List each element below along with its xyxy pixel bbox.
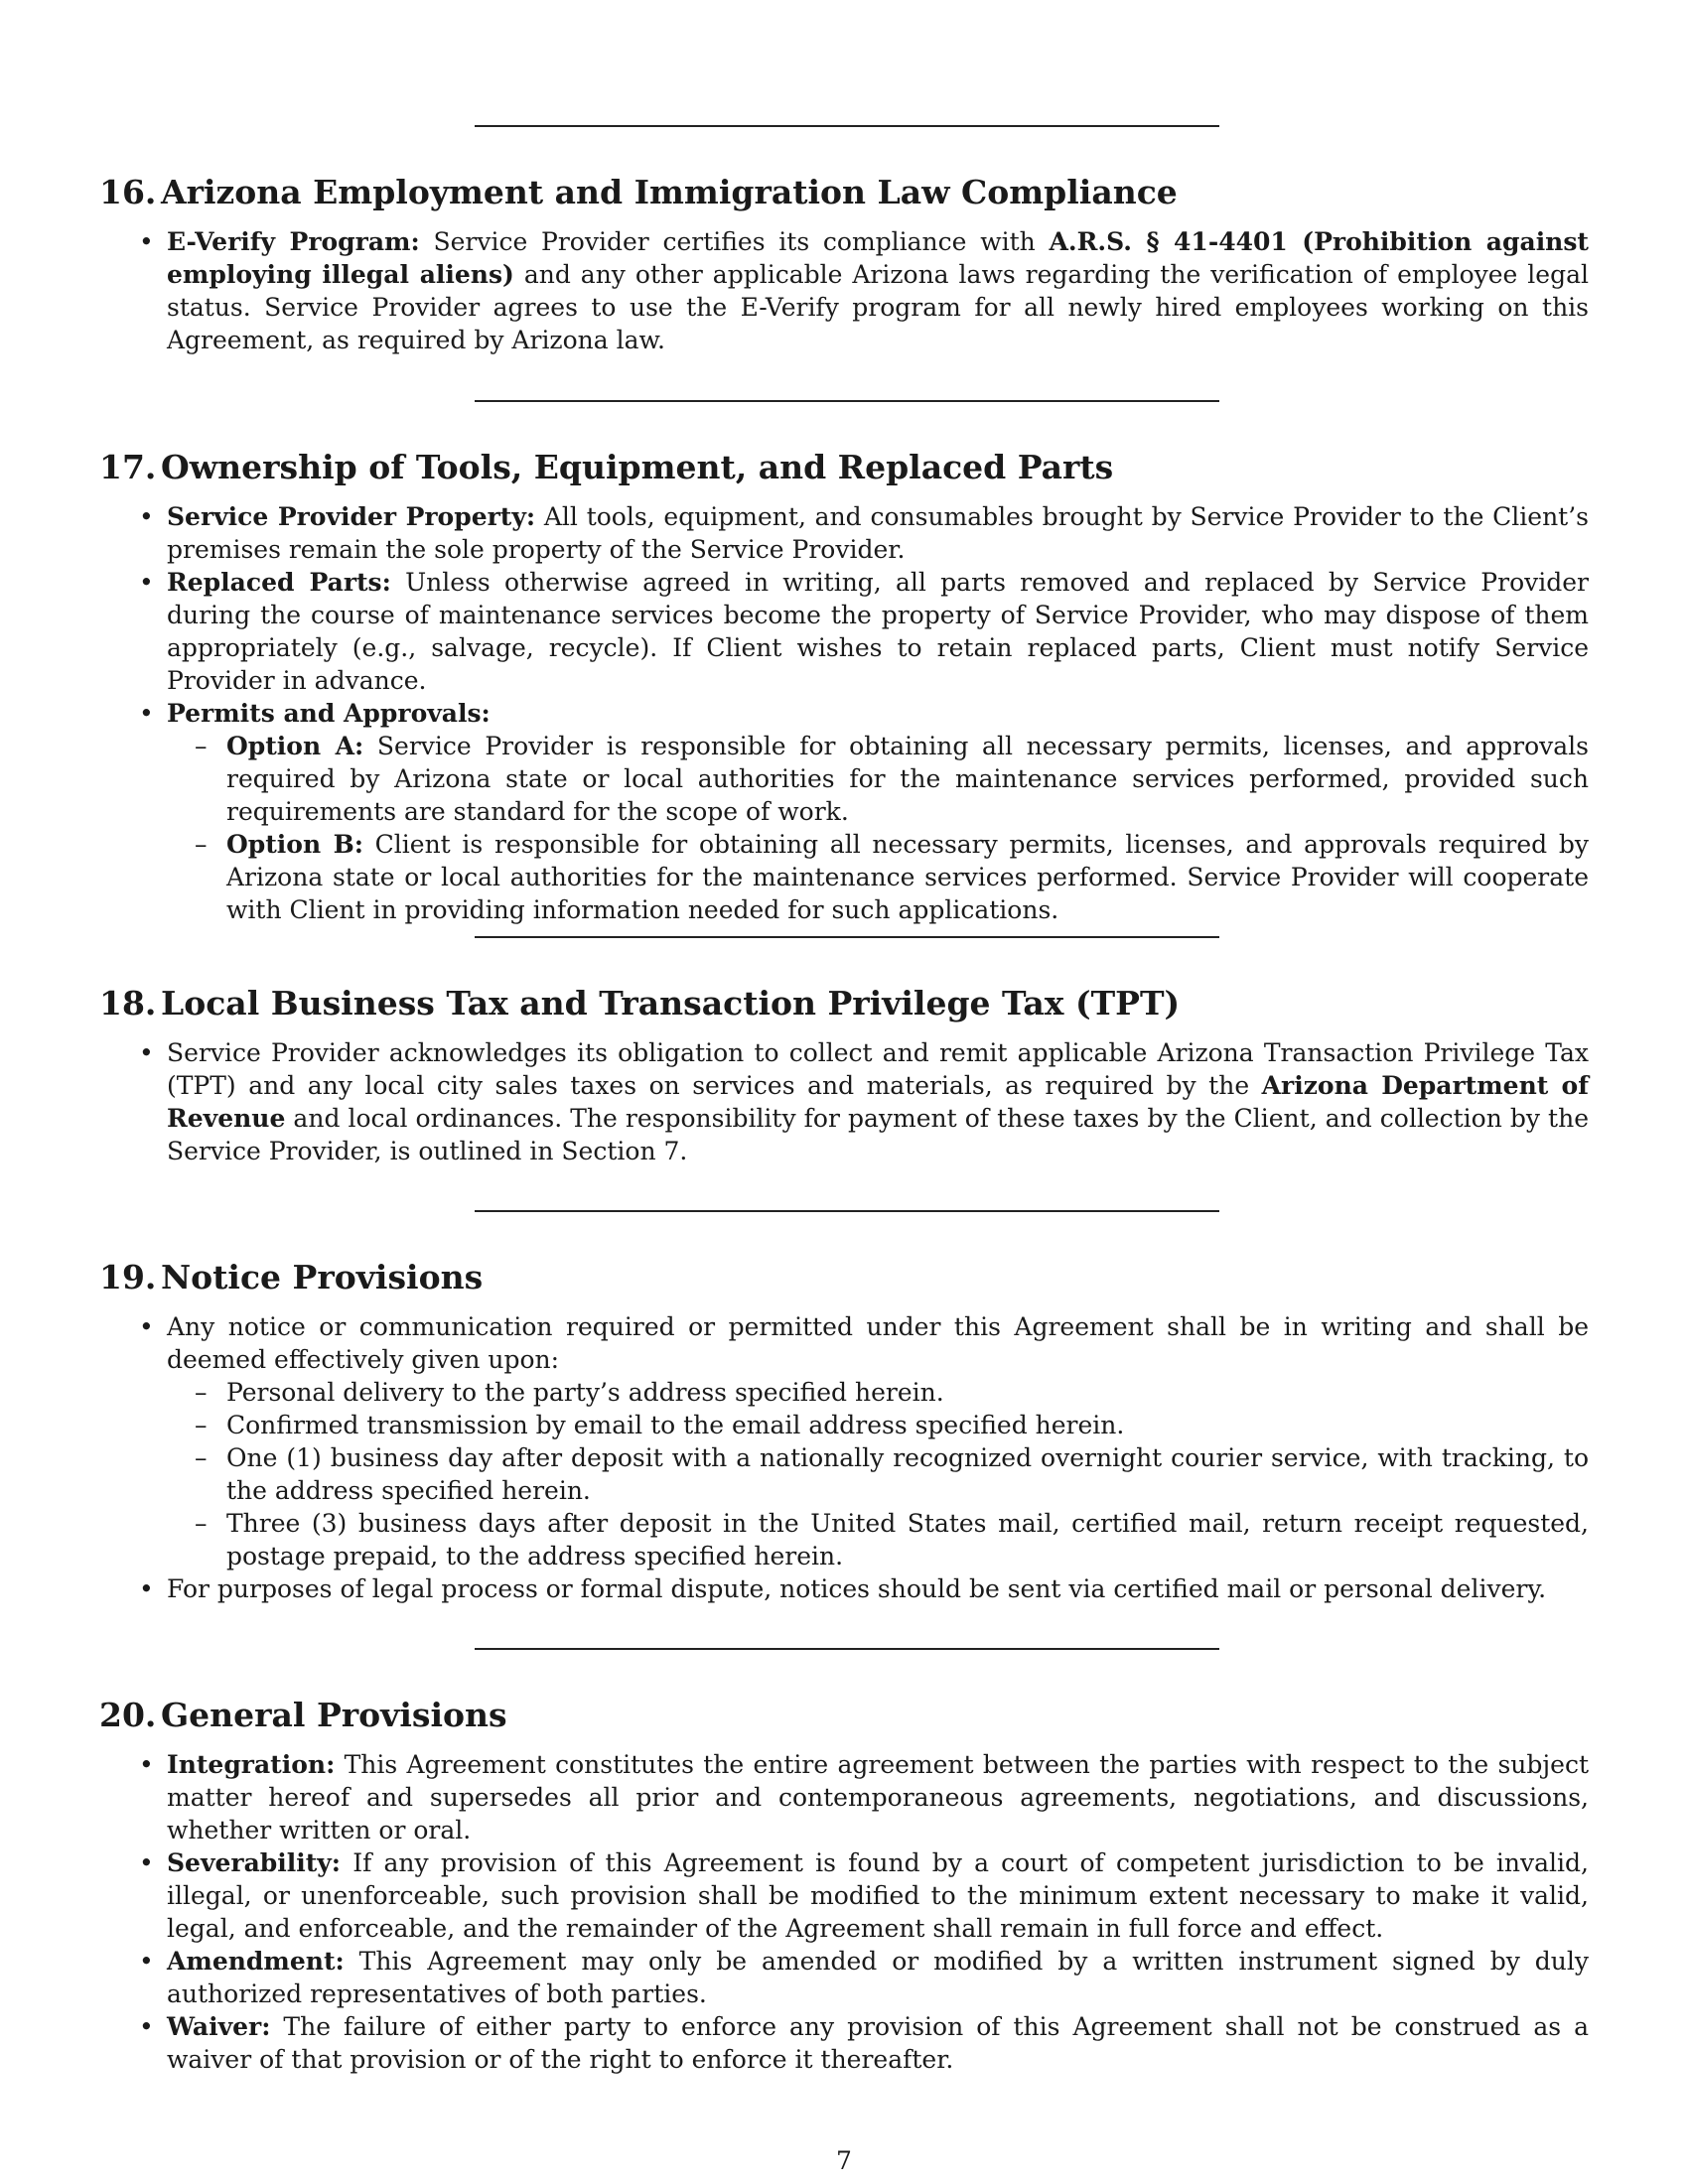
section-heading	[99, 1258, 1589, 1297]
item-label: Option B:	[226, 830, 363, 859]
item-label: Integration:	[167, 1750, 336, 1779]
item-text: This Agreement constitutes the entire agreement between the parties with respect to the subject matter hereof and supersedes all prior and contemporaneous agreements, negotiations, and discussions, whether written or oral.	[167, 1750, 1589, 1844]
item-label: Severability:	[167, 1848, 342, 1877]
item-label: Waiver:	[167, 2012, 271, 2041]
item-label: Option A:	[226, 732, 364, 760]
list-item-e-verify	[99, 225, 1589, 356]
sub-item-notice-method: – One (1) business day after deposit with a nationally recognized overnight courier service, with tracking, to the address specified herein.	[165, 1441, 1589, 1507]
section-number: 19.	[99, 1258, 157, 1297]
list-item-tpt	[99, 1036, 1589, 1167]
list-item-amendment	[99, 1945, 1589, 2010]
agency-name: Arizona Department of Revenue	[167, 1071, 1589, 1133]
section-19	[99, 1258, 1589, 1605]
item-text: This Agreement may only be amended or modified by a written instrument signed by duly authorized representatives of both parties.	[167, 1947, 1589, 2008]
section-title: Local Business Tax and Transaction Privilege Tax (TPT)	[161, 984, 1181, 1023]
list-item-legal-process: • For purposes of legal process or formal dispute, notices should be sent via certified mail or personal delivery.	[99, 1572, 1589, 1605]
section-20	[99, 1696, 1589, 2076]
item-text: Service Provider acknowledges its obligation to collect and remit applicable Arizona Transaction Privilege Tax (TPT) and any local city sales taxes on services and materials, as required by the	[167, 1038, 1589, 1100]
item-label: Amendment:	[167, 1947, 345, 1976]
item-text: and any other applicable Arizona laws regarding the verification of employee legal status. Service Provider agrees to use the E-Verify program for all newly hired employees working on this Agreement, as required by Arizona law.	[167, 260, 1589, 354]
section-divider	[475, 936, 1219, 938]
section-title: Notice Provisions	[161, 1258, 484, 1297]
section-heading	[99, 1696, 1589, 1735]
item-text: Service Provider certifies its compliance with	[419, 227, 1050, 256]
section-number: 18.	[99, 984, 157, 1023]
item-text: Client is responsible for obtaining all necessary permits, licenses, and approvals required by Arizona state or local authorities for the maintenance services performed. Service Provider will cooperate with Client in providing information needed for such applications.	[226, 830, 1589, 924]
section-number: 17.	[99, 448, 157, 486]
item-text: Service Provider is responsible for obtaining all necessary permits, licenses, and approvals required by Arizona state or local authorities for the maintenance services performed, provided such requirements are standard for the scope of work.	[226, 732, 1589, 826]
section-17	[99, 448, 1589, 926]
section-title: General Provisions	[161, 1696, 507, 1734]
item-text: All tools, equipment, and consumables brought by Service Provider to the Client’s premises remain the sole property of the Service Provider.	[167, 502, 1589, 564]
section-title: Ownership of Tools, Equipment, and Replaced Parts	[161, 448, 1114, 486]
list-item-permits-approvals	[99, 697, 1589, 926]
section-number: 20.	[99, 1696, 157, 1734]
sub-item-notice-method: – Personal delivery to the party’s address specified herein.	[165, 1376, 1589, 1409]
list-item-integration	[99, 1748, 1589, 1846]
list-item-waiver	[99, 2010, 1589, 2076]
sub-item-notice-method: – Three (3) business days after deposit in the United States mail, certified mail, return receipt requested, postage prepaid, to the address specified herein.	[165, 1507, 1589, 1572]
item-text: Unless otherwise agreed in writing, all parts removed and replaced by Service Provider during the course of maintenance services become the property of Service Provider, who may dispose of them appropriately (e.g., salvage, recycle). If Client wishes to retain replaced parts, Client must notify Service Provider in advance.	[167, 568, 1589, 695]
sub-item-option-b	[165, 828, 1589, 926]
item-text: If any provision of this Agreement is found by a court of competent jurisdiction to be invalid, illegal, or unenforceable, such provision shall be modified to the minimum extent necessary to make it valid, legal, and enforceable, and the remainder of the Agreement shall remain in full force and effect.	[167, 1848, 1589, 1943]
section-divider	[475, 400, 1219, 402]
item-text: Any notice or communication required or permitted under this Agreement shall be in writing and shall be deemed effectively given upon:	[167, 1312, 1589, 1374]
item-label: Service Provider Property:	[167, 502, 536, 531]
sub-item-notice-method: – Confirmed transmission by email to the email address specified herein.	[165, 1409, 1589, 1441]
page-number: 7	[836, 2146, 852, 2175]
sub-item-option-a	[165, 730, 1589, 828]
section-18	[99, 984, 1589, 1167]
section-number: 16.	[99, 173, 157, 211]
section-heading	[99, 984, 1589, 1024]
section-divider	[475, 125, 1219, 127]
section-divider	[475, 1648, 1219, 1650]
section-heading	[99, 448, 1589, 487]
statute-reference: A.R.S. § 41-4401 (Prohibition against employing illegal aliens)	[167, 227, 1589, 289]
item-label: Replaced Parts:	[167, 568, 391, 597]
document-page	[99, 0, 1589, 2184]
item-label: E-Verify Program:	[167, 227, 420, 256]
section-divider	[475, 1210, 1219, 1212]
section-16	[99, 173, 1589, 356]
item-text: and local ordinances. The responsibility for payment of these taxes by the Client, and collection by the Service Provider, is outlined in Section 7.	[167, 1104, 1589, 1165]
section-title: Arizona Employment and Immigration Law Compliance	[161, 173, 1178, 211]
item-text: The failure of either party to enforce any provision of this Agreement shall not be construed as a waiver of that provision or of the right to enforce it thereafter.	[167, 2012, 1589, 2074]
list-item-notice-intro	[99, 1310, 1589, 1572]
item-label: Permits and Approvals:	[167, 699, 491, 728]
section-heading	[99, 173, 1589, 212]
list-item-severability	[99, 1846, 1589, 1945]
list-item-service-provider-property	[99, 500, 1589, 566]
list-item-replaced-parts	[99, 566, 1589, 697]
